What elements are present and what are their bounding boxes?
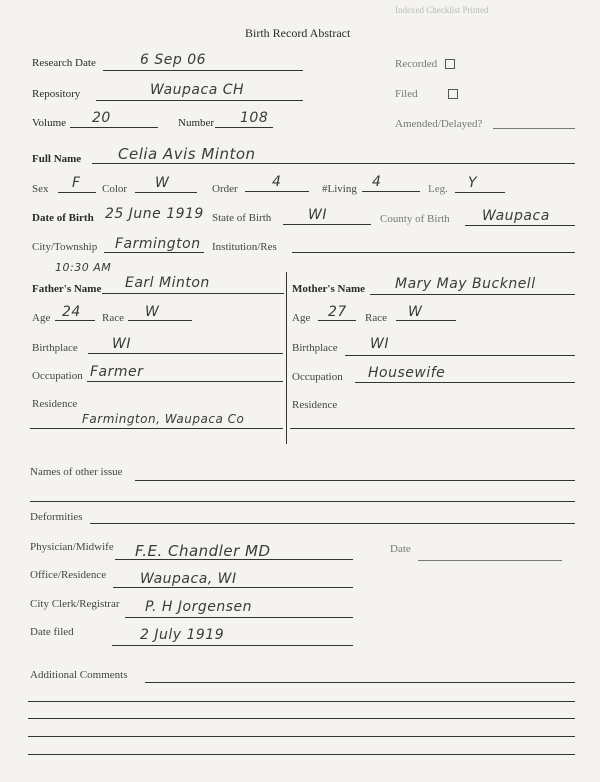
recorded-label: Recorded xyxy=(395,58,438,70)
father-birthplace-value: WI xyxy=(112,336,131,352)
date-filed-label: Date filed xyxy=(30,626,74,638)
institution-line xyxy=(292,252,575,253)
other-issue-line-2 xyxy=(30,501,575,502)
mother-birthplace-line xyxy=(345,355,575,356)
recorded-checkbox[interactable] xyxy=(445,59,455,69)
mother-race-line xyxy=(396,320,456,321)
filed-field[interactable] xyxy=(395,88,458,100)
date-filed-value: 2 July 1919 xyxy=(140,627,225,643)
number-label: Number xyxy=(178,117,215,129)
father-race-line xyxy=(128,320,192,321)
sex-value: F xyxy=(72,175,81,191)
father-age-line xyxy=(55,320,95,321)
fathers-name-label: Father's Name xyxy=(32,283,102,295)
comments-line-5 xyxy=(28,754,575,755)
amended-line xyxy=(493,128,575,129)
additional-comments-label: Additional Comments xyxy=(30,669,128,681)
comments-line-3 xyxy=(28,718,575,719)
mother-occupation-label: Occupation xyxy=(292,371,343,383)
mother-race-label: Race xyxy=(365,312,387,324)
color-value: W xyxy=(155,175,170,191)
county-of-birth-label: County of Birth xyxy=(380,213,450,225)
physician-value: F.E. Chandler MD xyxy=(135,542,271,560)
comments-line-1 xyxy=(145,682,575,683)
comments-line-2 xyxy=(28,701,575,702)
city-clerk-value: P. H Jorgensen xyxy=(145,599,252,615)
father-name-value: Earl Minton xyxy=(125,275,210,291)
research-date-value: 6 Sep 06 xyxy=(140,52,207,68)
leg-line xyxy=(455,192,505,193)
father-birthplace-line xyxy=(88,353,283,354)
date-of-birth-value: 25 June 1919 xyxy=(105,206,204,222)
date-label: Date xyxy=(390,543,411,555)
full-name-value: Celia Avis Minton xyxy=(118,145,256,163)
mother-residence-label: Residence xyxy=(292,399,338,411)
city-clerk-line xyxy=(125,617,353,618)
number-line xyxy=(215,127,273,128)
deformities-label: Deformities xyxy=(30,511,83,523)
order-line xyxy=(245,191,309,192)
page-title: Birth Record Abstract xyxy=(245,26,351,40)
mother-residence-line xyxy=(290,428,575,429)
state-of-birth-line xyxy=(283,224,371,225)
mothers-name-label: Mother's Name xyxy=(292,283,366,295)
living-line xyxy=(362,191,420,192)
mother-name-value: Mary May Bucknell xyxy=(395,276,536,292)
institution-label: Institution/Res xyxy=(212,241,277,253)
father-age-label: Age xyxy=(32,312,51,324)
volume-value: 20 xyxy=(92,110,111,126)
physician-label: Physician/Midwife xyxy=(30,541,114,553)
leg-value: Y xyxy=(468,175,478,191)
mother-age-value: 27 xyxy=(328,304,347,320)
mother-birthplace-value: WI xyxy=(370,336,389,352)
living-value: 4 xyxy=(372,174,382,190)
father-birthplace-label: Birthplace xyxy=(32,342,78,354)
number-value: 108 xyxy=(240,110,269,126)
other-issue-label: Names of other issue xyxy=(30,466,123,478)
father-age-value: 24 xyxy=(62,304,81,320)
father-race-label: Race xyxy=(102,312,124,324)
office-residence-label: Office/Residence xyxy=(30,569,107,581)
father-residence-line xyxy=(30,428,283,429)
city-township-value: Farmington xyxy=(115,236,201,252)
father-residence-label: Residence xyxy=(32,398,78,410)
parents-column-divider xyxy=(286,272,287,444)
filed-checkbox[interactable] xyxy=(448,89,458,99)
order-label: Order xyxy=(212,183,238,195)
office-residence-value: Waupaca, WI xyxy=(140,571,237,587)
father-occupation-label: Occupation xyxy=(32,370,83,382)
county-of-birth-value: Waupaca xyxy=(482,208,550,224)
amended-label: Amended/Delayed? xyxy=(395,118,483,130)
mother-age-label: Age xyxy=(292,312,311,324)
repository-label: Repository xyxy=(32,88,81,100)
living-label: #Living xyxy=(322,183,357,195)
volume-line xyxy=(70,127,158,128)
state-of-birth-value: WI xyxy=(308,207,327,223)
deformities-line xyxy=(90,523,575,524)
city-township-line xyxy=(104,252,204,253)
physician-line xyxy=(115,559,353,560)
mother-birthplace-label: Birthplace xyxy=(292,342,338,354)
father-occupation-line xyxy=(87,381,283,382)
mother-occupation-value: Housewife xyxy=(368,365,446,381)
other-issue-line-1 xyxy=(135,480,575,481)
filed-label: Filed xyxy=(395,88,418,100)
mother-name-line xyxy=(370,294,575,295)
state-of-birth-label: State of Birth xyxy=(212,212,272,224)
mother-race-value: W xyxy=(408,304,423,320)
color-line xyxy=(135,192,197,193)
father-race-value: W xyxy=(145,304,160,320)
full-name-line xyxy=(92,163,575,164)
recorded-field[interactable] xyxy=(395,58,455,70)
date-line xyxy=(418,560,562,561)
mother-occupation-line xyxy=(355,382,575,383)
sex-label: Sex xyxy=(32,183,49,195)
date-of-birth-label: Date of Birth xyxy=(32,212,94,224)
father-occupation-value: Farmer xyxy=(90,364,144,380)
county-of-birth-line xyxy=(465,225,575,226)
city-clerk-label: City Clerk/Registrar xyxy=(30,598,120,610)
leg-label: Leg. xyxy=(428,183,448,195)
sex-line xyxy=(58,192,96,193)
research-date-line xyxy=(103,70,303,71)
mother-age-line xyxy=(318,320,356,321)
date-filed-line xyxy=(112,645,353,646)
full-name-label: Full Name xyxy=(32,153,82,165)
father-name-line xyxy=(102,293,284,294)
office-residence-line xyxy=(113,587,353,588)
father-residence-value: Farmington, Waupaca Co xyxy=(82,412,245,426)
faint-header-note: Indexed Checklist Printed xyxy=(395,5,489,15)
color-label: Color xyxy=(102,183,128,195)
repository-value: Waupaca CH xyxy=(150,82,245,98)
research-date-label: Research Date xyxy=(32,57,96,69)
time-of-birth-value: 10:30 AM xyxy=(55,261,112,274)
order-value: 4 xyxy=(272,174,282,190)
city-township-label: City/Township xyxy=(32,241,98,253)
volume-label: Volume xyxy=(32,117,67,129)
repository-line xyxy=(96,100,303,101)
comments-line-4 xyxy=(28,736,575,737)
